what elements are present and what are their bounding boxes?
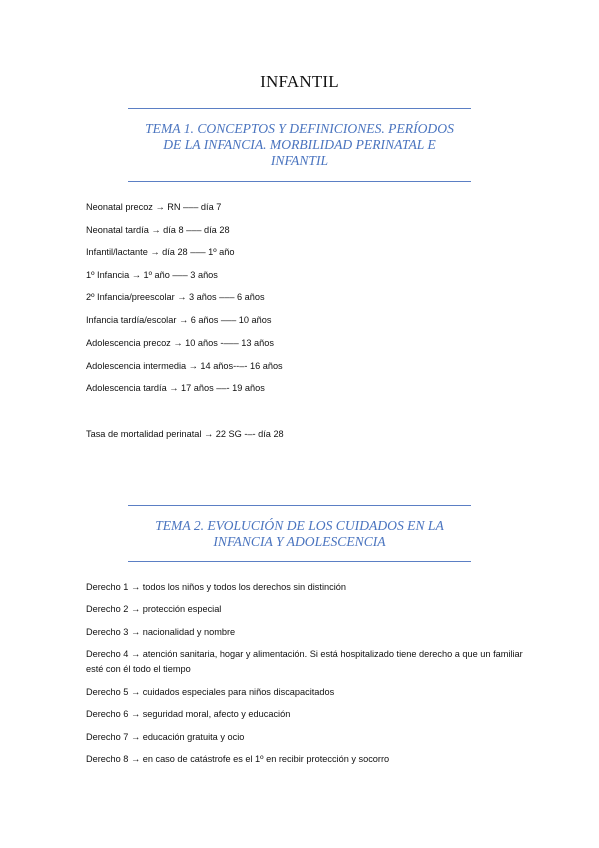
item-desc: 14 años--–- 16 años xyxy=(200,361,283,371)
arrow-right-icon: → xyxy=(150,247,160,257)
arrow-right-icon: → xyxy=(169,383,179,393)
list-item xyxy=(86,685,526,700)
list-item xyxy=(86,602,526,617)
item-term: Derecho 5 xyxy=(86,687,129,697)
list-item xyxy=(86,359,526,374)
item-term: Adolescencia intermedia xyxy=(86,361,187,371)
section-2-top-rule xyxy=(128,505,471,506)
arrow-right-icon: → xyxy=(130,582,141,592)
arrow-right-icon: → xyxy=(131,270,141,280)
section-1-heading-line-2: DE LA INFANCIA. MORBILIDAD PERINATAL E xyxy=(163,137,436,152)
item-term: Adolescencia precoz xyxy=(86,338,171,348)
item-term: Derecho 1 xyxy=(86,582,129,592)
list-item xyxy=(86,381,526,396)
arrow-right-icon: → xyxy=(130,649,141,659)
item-desc: seguridad moral, afecto y educación xyxy=(142,709,291,719)
page-title: INFANTIL xyxy=(260,72,339,91)
arrow-right-icon: → xyxy=(177,292,187,302)
item-desc: atención sanitaria, hogar y alimentación. Si está hospitalizado tiene derecho a que un familiar esté con él todo el tiempo xyxy=(86,649,523,674)
item-desc: cuidados especiales para niños discapacitados xyxy=(142,687,335,697)
item-term: Derecho 7 xyxy=(86,732,129,742)
arrow-right-icon: → xyxy=(203,429,214,439)
list-item xyxy=(86,580,526,595)
list-item xyxy=(86,313,526,328)
item-term: Derecho 3 xyxy=(86,627,129,637)
section-1-heading-line-3: INFANTIL xyxy=(270,153,329,168)
item-term: Derecho 4 xyxy=(86,649,129,659)
list-item xyxy=(86,707,526,722)
list-item xyxy=(86,223,526,238)
item-term: Tasa de mortalidad perinatal xyxy=(86,429,202,439)
arrow-right-icon: → xyxy=(173,338,183,348)
item-desc: en caso de catástrofe es el 1º en recibir protección y socorro xyxy=(142,754,390,764)
item-desc: nacionalidad y nombre xyxy=(142,627,236,637)
item-desc: 6 años ––– 10 años xyxy=(190,315,272,325)
section-1-bottom-rule xyxy=(128,181,471,182)
arrow-right-icon: → xyxy=(130,604,141,614)
list-item xyxy=(86,625,526,640)
arrow-right-icon: → xyxy=(130,627,141,637)
list-item xyxy=(86,336,526,351)
list-item xyxy=(86,200,526,215)
item-term: 1º Infancia xyxy=(86,270,130,280)
list-item xyxy=(86,647,526,677)
item-desc: día 28 ––– 1º año xyxy=(162,247,235,257)
arrow-right-icon: → xyxy=(188,361,198,371)
arrow-right-icon: → xyxy=(130,732,141,742)
item-term: Adolescencia tardía xyxy=(86,383,167,393)
item-desc: todos los niños y todos los derechos sin distinción xyxy=(142,582,346,592)
section-2-heading xyxy=(128,518,471,550)
item-desc: 17 años ––- 19 años xyxy=(181,383,265,393)
list-item xyxy=(86,290,526,305)
arrow-right-icon: → xyxy=(130,754,141,764)
list-item xyxy=(86,268,526,283)
section-1-heading xyxy=(128,121,471,169)
item-desc: 1º año ––– 3 años xyxy=(143,270,218,280)
list-item xyxy=(86,752,526,767)
section-2-heading-line-1: TEMA 2. EVOLUCIÓN DE LOS CUIDADOS EN LA xyxy=(155,518,444,533)
item-desc: protección especial xyxy=(142,604,222,614)
list-item xyxy=(86,245,526,260)
arrow-right-icon: → xyxy=(130,687,141,697)
item-term: Neonatal tardía xyxy=(86,225,149,235)
item-desc: educación gratuita y ocio xyxy=(142,732,245,742)
item-term: Infancia tardía/escolar xyxy=(86,315,177,325)
item-term: Derecho 2 xyxy=(86,604,129,614)
arrow-right-icon: → xyxy=(178,315,189,325)
arrow-right-icon: → xyxy=(155,202,165,212)
section-2-bottom-rule xyxy=(128,561,471,562)
item-term: Infantil/lactante xyxy=(86,247,148,257)
item-term: 2º Infancia/preescolar xyxy=(86,292,175,302)
arrow-right-icon: → xyxy=(151,225,161,235)
item-desc: RN ––– día 7 xyxy=(167,202,222,212)
arrow-right-icon: → xyxy=(130,709,141,719)
item-term: Derecho 8 xyxy=(86,754,129,764)
list-item xyxy=(86,730,526,745)
section-1-top-rule xyxy=(128,108,471,109)
item-desc: 10 años -––– 13 años xyxy=(185,338,274,348)
list-item xyxy=(86,427,526,442)
item-desc: día 8 ––– día 28 xyxy=(163,225,230,235)
section-2-heading-line-2: INFANCIA Y ADOLESCENCIA xyxy=(213,534,386,549)
item-term: Neonatal precoz xyxy=(86,202,153,212)
item-desc: 22 SG -–- día 28 xyxy=(215,429,284,439)
item-term: Derecho 6 xyxy=(86,709,129,719)
section-1-heading-line-1: TEMA 1. CONCEPTOS Y DEFINICIONES. PERÍODOS xyxy=(145,121,454,136)
item-desc: 3 años ––– 6 años xyxy=(188,292,265,302)
